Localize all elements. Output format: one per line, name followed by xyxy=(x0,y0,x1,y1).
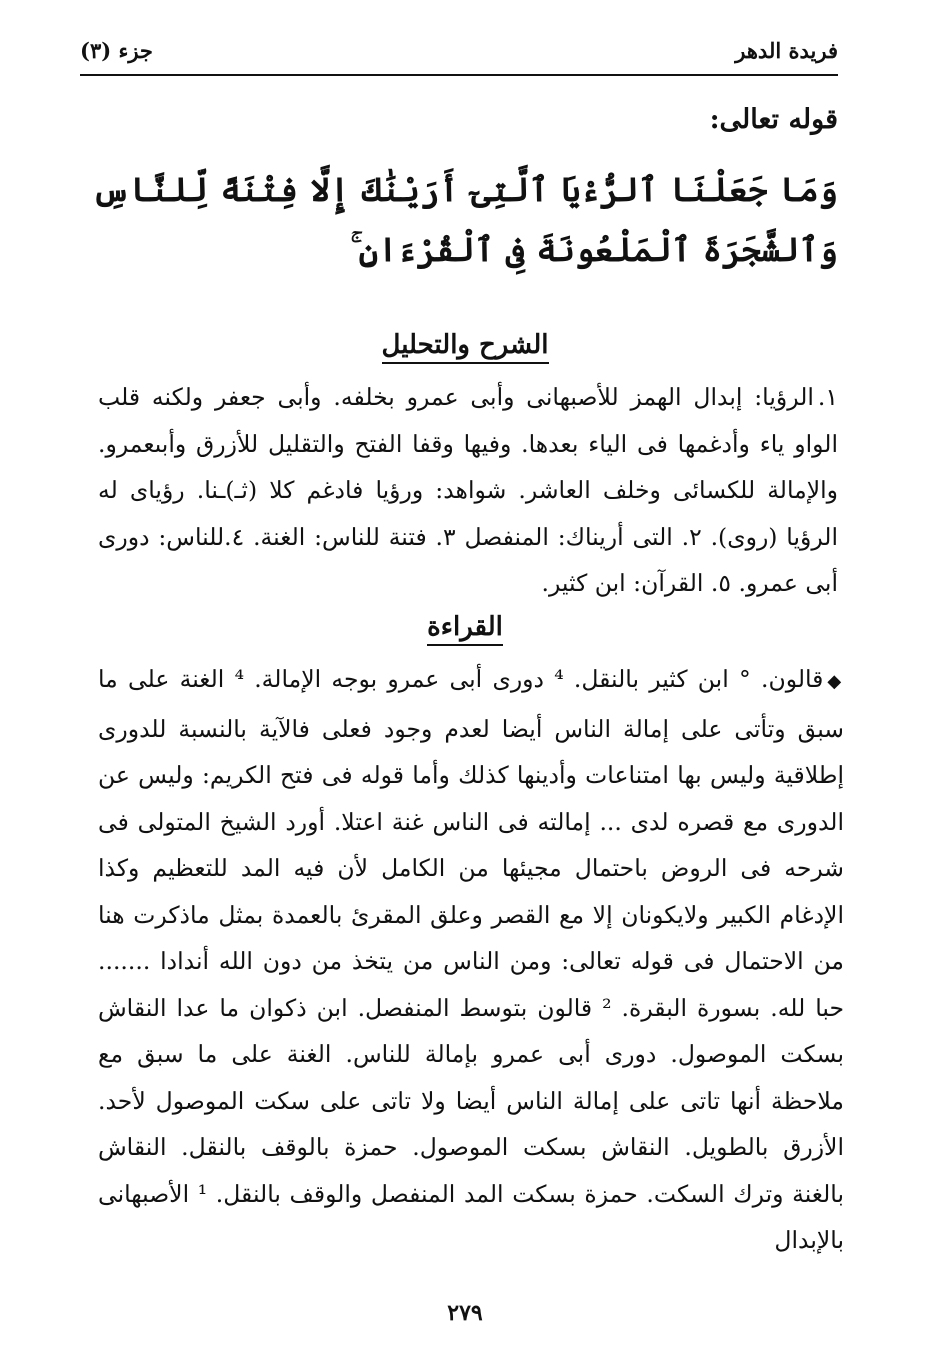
book-title: فريدة الدهر xyxy=(735,38,838,63)
reading-heading xyxy=(0,612,930,642)
reading-heading-text: القراءة xyxy=(427,612,503,646)
part-label: جزء (٣) xyxy=(80,38,153,63)
diamond-bullet-icon: ◆ xyxy=(827,671,845,692)
verse-intro: قوله تعالى: xyxy=(709,104,838,135)
explanation-heading-text: الشرح والتحليل xyxy=(382,330,549,364)
explanation-text: الرؤيا: إبدال الهمز للأصبهانى وأبى عمرو بخلفه. وأبى جعفر ولكنه قلب الواو ياء وأدغمها فى الياء بعدها. وفيها وقفا الفتح والتقليل للأزرق وأبىعمرو. والإمالة للكسائى وخلف العاشر. شواهد: ورؤيا فادغم كلا (ثـ)ـنا. رؤياى له الرؤيا (روى). ٢. التى أريناك: المنفصل ٣. فتنة للناس: الغنة. ٤.للناس: دورى أبى عمرو. ٥. القرآن: ابن كثير. xyxy=(98,383,838,597)
running-header xyxy=(80,30,838,76)
explanation-paragraph xyxy=(98,374,838,607)
page-number: ٢٧٩ xyxy=(447,1300,483,1326)
list-number: ١. xyxy=(817,383,838,411)
reading-text: قالون. ° ابن كثير بالنقل. ⁴ دورى أبى عمرو بوجه الإمالة. ⁴ الغنة على ما سبق وتأتى على إمالة الناس أيضا لعدم وجود فعلى فالآية بالنسبة للدورى إطلاقية وليس بها امتناعات وأدينها كذلك وأما قوله فى فتح الكريم: وليس عن الدورى مع قصره لدى ... إمالته فى الناس غنة اعتلا. أورد الشيخ المتولى فى شرحه فى الروض باحتمال مجيئها من الكامل لأن فيه المد للتعظيم وكذا الإدغام الكبير ولايكونان إلا مع القصر وعلق المقرئ بالعمدة بمثل ماذكرت هنا من الاحتمال فى قوله تعالى: ومن الناس من يتخذ من دون الله أندادا ....... حبا لله. بسورة البقرة. ² قالون بتوسط المنفصل. ابن ذكوان ما عدا النقاش بسكت الموصول. دورى أبى عمرو بإمالة للناس. الغنة على ما سبق مع ملاحظة أنها تاتى على إمالة الناس أيضا ولا تاتى على سكت الموصول لأحد. الأزرق بالطويل. النقاش بسكت الموصول. حمزة بالوقف بالنقل. النقاش بالغنة وترك السكت. حمزة بسكت المد المنفصل والوقف بالنقل. ¹ الأصبهانى بالإبدال xyxy=(98,665,845,1254)
explanation-heading xyxy=(0,330,930,360)
reading-paragraph xyxy=(98,656,844,1264)
quran-verse: وَمَا جَعَلْنَا ٱلرُّءْيَا ٱلَّتِىٓ أَرَيْنَٰكَ إِلَّا فِتْنَةً لِّلنَّاسِ وَٱلشَّجَرَةَ ٱلْمَلْعُونَةَ فِى ٱلْقُرْءَانِ ۚ xyxy=(92,170,838,269)
